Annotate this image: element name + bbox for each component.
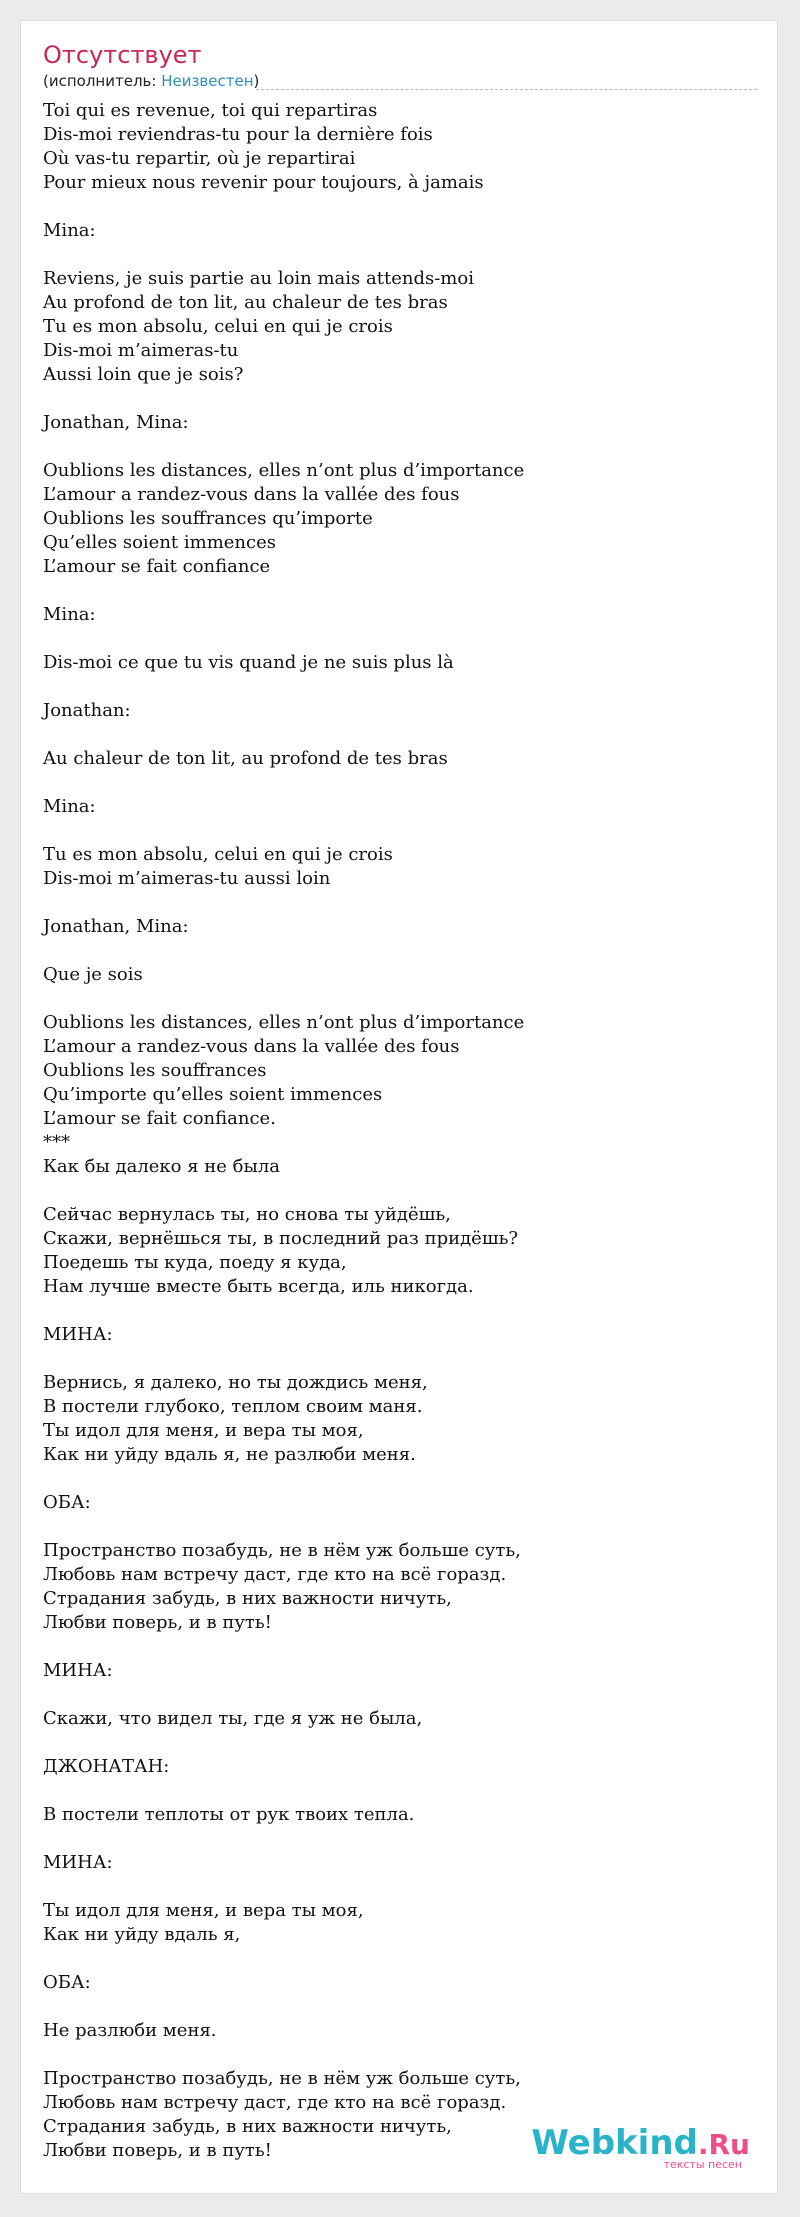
lyrics-line: Mina: xyxy=(43,604,96,625)
lyrics-line: Пространство позабудь, не в нём уж больше суть, xyxy=(43,2068,521,2089)
artist-prefix: (исполнитель: xyxy=(43,72,162,90)
lyrics-blank-line xyxy=(43,1467,763,1491)
lyrics-line: *** xyxy=(43,1132,70,1153)
lyrics-line: Aussi loin que je sois? xyxy=(43,364,244,385)
lyrics-line: L’amour se fait confiance. xyxy=(43,1108,276,1129)
lyrics-blank-line xyxy=(43,2043,763,2067)
webkind-logo[interactable] xyxy=(531,2123,750,2173)
lyrics-blank-line xyxy=(43,939,763,963)
lyrics-line: Qu’importe qu’elles soient immences xyxy=(43,1084,383,1105)
lyrics-blank-line xyxy=(43,579,763,603)
lyrics-blank-line xyxy=(43,723,763,747)
lyrics-line: Mina: xyxy=(43,796,96,817)
lyrics-line: Любовь нам встречу даст, где кто на всё горазд. xyxy=(43,2092,507,2113)
lyrics-line: Toi qui es revenue, toi qui repartiras xyxy=(43,100,378,121)
lyrics-line: Ты идол для меня, и вера ты моя, xyxy=(43,1900,364,1921)
lyrics-line: Mina: xyxy=(43,220,96,241)
lyrics-line: Oublions les souffrances qu’importe xyxy=(43,508,373,529)
lyrics-line: Jonathan, Mina: xyxy=(43,412,189,433)
lyrics-line: Страдания забудь, в них важности ничуть, xyxy=(43,2116,452,2137)
lyrics-blank-line xyxy=(43,1995,763,2019)
lyrics-line: Любви поверь, и в путь! xyxy=(43,1612,272,1633)
lyrics-line: Jonathan, Mina: xyxy=(43,916,189,937)
lyrics-line: Скажи, что видел ты, где я уж не была, xyxy=(43,1708,423,1729)
lyrics-line: ДЖОНАТАН: xyxy=(43,1756,170,1777)
lyrics-blank-line xyxy=(43,1875,763,1899)
lyrics-line: Вернись, я далеко, но ты дождись меня, xyxy=(43,1372,428,1393)
lyrics-line: Сейчас вернулась ты, но снова ты уйдёшь, xyxy=(43,1204,451,1225)
lyrics-line: Au chaleur de ton lit, au profond de tes bras xyxy=(43,748,448,769)
lyrics-line: МИНА: xyxy=(43,1852,113,1873)
lyrics-blank-line xyxy=(43,1779,763,1803)
artist-line xyxy=(43,71,259,91)
lyrics-blank-line xyxy=(43,243,763,267)
lyrics-line: В постели теплоты от рук твоих тепла. xyxy=(43,1804,415,1825)
header-divider xyxy=(256,89,757,90)
lyrics-line: Que je sois xyxy=(43,964,143,985)
lyrics-line: Dis-moi m’aimeras-tu aussi loin xyxy=(43,868,331,889)
lyrics-line: L’amour se fait confiance xyxy=(43,556,271,577)
lyrics-blank-line xyxy=(43,1731,763,1755)
lyrics-blank-line xyxy=(43,1179,763,1203)
lyrics-line: Ты идол для меня, и вера ты моя, xyxy=(43,1420,364,1441)
lyrics-blank-line xyxy=(43,771,763,795)
lyrics-card xyxy=(20,20,778,2194)
lyrics-line: Au profond de ton lit, au chaleur de tes bras xyxy=(43,292,448,313)
lyrics-line: МИНА: xyxy=(43,1660,113,1681)
lyrics-line: Oublions les souffrances xyxy=(43,1060,267,1081)
lyrics-blank-line xyxy=(43,891,763,915)
lyrics-line: Страдания забудь, в них важности ничуть, xyxy=(43,1588,452,1609)
lyrics-line: Oublions les distances, elles n’ont plus d’importance xyxy=(43,460,525,481)
lyrics-blank-line xyxy=(43,1299,763,1323)
logo-tld: .Ru xyxy=(697,2128,750,2161)
lyrics-line: Как ни уйду вдаль я, не разлюби меня. xyxy=(43,1444,416,1465)
lyrics-line: Oublions les distances, elles n’ont plus d’importance xyxy=(43,1012,525,1033)
lyrics-text xyxy=(43,99,763,2163)
lyrics-line: Tu es mon absolu, celui en qui je crois xyxy=(43,844,393,865)
lyrics-blank-line xyxy=(43,819,763,843)
lyrics-line: L’amour a randez-vous dans la vallée des fous xyxy=(43,1036,460,1057)
lyrics-blank-line xyxy=(43,1947,763,1971)
lyrics-line: Любовь нам встречу даст, где кто на всё горазд. xyxy=(43,1564,507,1585)
lyrics-line: Pour mieux nous revenir pour toujours, à jamais xyxy=(43,172,484,193)
lyrics-blank-line xyxy=(43,627,763,651)
lyrics-line: Нам лучше вместе быть всегда, иль никогда. xyxy=(43,1276,474,1297)
lyrics-line: L’amour a randez-vous dans la vallée des fous xyxy=(43,484,460,505)
lyrics-line: Jonathan: xyxy=(43,700,131,721)
lyrics-blank-line xyxy=(43,1635,763,1659)
lyrics-blank-line xyxy=(43,1347,763,1371)
lyrics-line: Où vas-tu repartir, où je repartirai xyxy=(43,148,356,169)
lyrics-line: Dis-moi m’aimeras-tu xyxy=(43,340,239,361)
lyrics-line: Tu es mon absolu, celui en qui je crois xyxy=(43,316,393,337)
lyrics-blank-line xyxy=(43,387,763,411)
lyrics-line: Qu’elles soient immences xyxy=(43,532,276,553)
lyrics-line: Как бы далеко я не была xyxy=(43,1156,281,1177)
lyrics-line: Dis-moi reviendras-tu pour la dernière fois xyxy=(43,124,433,145)
lyrics-line: Поедешь ты куда, поеду я куда, xyxy=(43,1252,347,1273)
lyrics-line: Пространство позабудь, не в нём уж больше суть, xyxy=(43,1540,521,1561)
lyrics-line: ОБА: xyxy=(43,1492,91,1513)
lyrics-line: В постели глубоко, теплом своим маня. xyxy=(43,1396,423,1417)
logo-word: Webkind xyxy=(531,2123,698,2163)
lyrics-line: Не разлюби меня. xyxy=(43,2020,217,2041)
lyrics-line: Reviens, je suis partie au loin mais attends-moi xyxy=(43,268,474,289)
lyrics-line: Dis-moi ce que tu vis quand je ne suis plus là xyxy=(43,652,454,673)
lyrics-blank-line xyxy=(43,675,763,699)
lyrics-blank-line xyxy=(43,1515,763,1539)
lyrics-line: ОБА: xyxy=(43,1972,91,1993)
lyrics-line: Любви поверь, и в путь! xyxy=(43,2140,272,2161)
lyrics-blank-line xyxy=(43,195,763,219)
lyrics-line: Как ни уйду вдаль я, xyxy=(43,1924,241,1945)
logo-tagline: тексты песен xyxy=(663,2158,742,2171)
artist-link[interactable]: Неизвестен xyxy=(161,72,254,90)
lyrics-blank-line xyxy=(43,987,763,1011)
lyrics-blank-line xyxy=(43,435,763,459)
lyrics-blank-line xyxy=(43,1683,763,1707)
artist-suffix: ) xyxy=(253,72,260,90)
lyrics-line: Скажи, вернёшься ты, в последний раз придёшь? xyxy=(43,1228,519,1249)
lyrics-line: МИНА: xyxy=(43,1324,113,1345)
lyrics-blank-line xyxy=(43,1827,763,1851)
song-title: Отсутствует xyxy=(43,41,202,69)
